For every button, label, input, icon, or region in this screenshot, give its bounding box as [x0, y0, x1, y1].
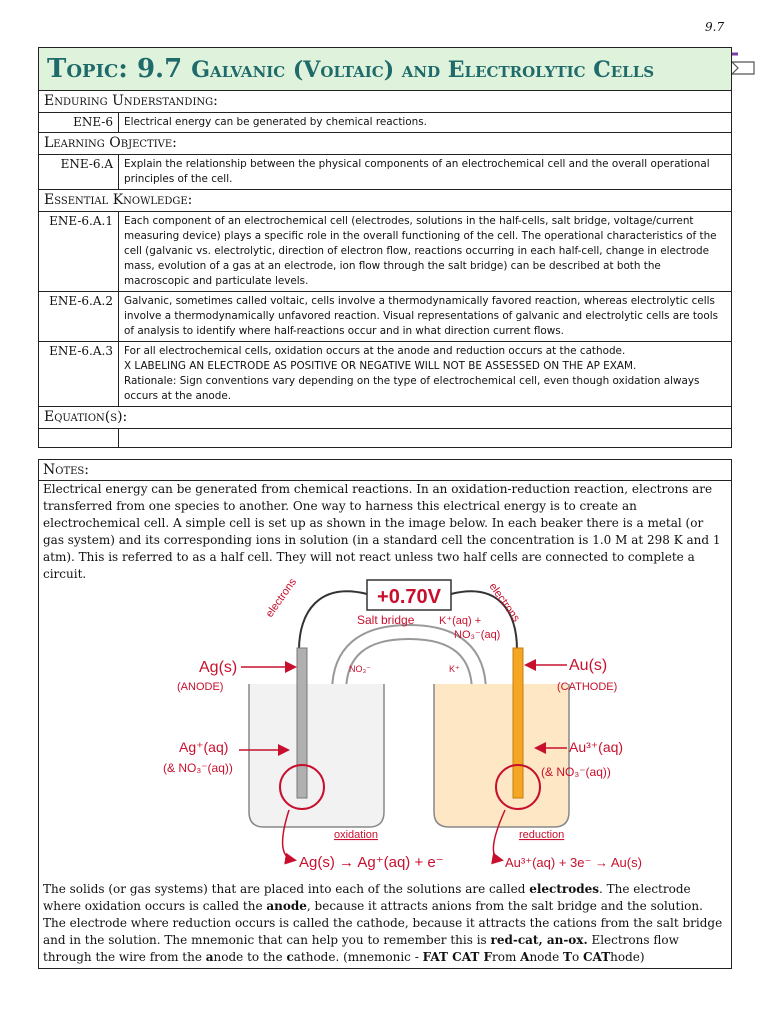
- emph-letter: FAT CAT F: [422, 950, 492, 964]
- emph-letter: c: [286, 950, 294, 964]
- emph-letter: A: [520, 950, 530, 964]
- equations-heading: Equation(s):: [39, 407, 731, 429]
- learning-objective-heading: Learning Objective:: [39, 133, 731, 155]
- cathode-counterion-label: (& NO₃⁻(aq)): [541, 765, 611, 779]
- text-span: . The electrode where oxidation occurs is called the: [43, 882, 691, 913]
- ek-exclusion: X LABELING AN ELECTRODE AS POSITIVE OR NEGATIVE WILL NOT BE ASSESSED ON THE AP EXAM.: [124, 360, 637, 372]
- text-span: athode. (mnemonic -: [293, 950, 423, 964]
- enduring-understanding-heading: Enduring Understanding:: [39, 91, 731, 113]
- objectives-table: [38, 47, 732, 448]
- text-span: The solids (or gas systems) that are placed into each of the solutions are called: [43, 882, 530, 896]
- emph-letter: T: [563, 950, 572, 964]
- electrons-left-label: electrons: [263, 576, 300, 620]
- anode-ion-label: Ag⁺(aq): [179, 739, 229, 755]
- text-span: rom: [491, 950, 521, 964]
- ek-code: ENE-6.A.1: [39, 212, 119, 291]
- page-title: Topic: 9.7 Galvanic (Voltaic) and Electrolytic Cells: [39, 48, 731, 91]
- text-span: hode): [610, 950, 645, 964]
- anode-metal-label: Ag(s): [199, 659, 238, 676]
- ek-row: [39, 342, 731, 407]
- salt-bridge-label: Salt bridge: [357, 613, 415, 627]
- bookmark-icon: [728, 52, 756, 78]
- galvanic-cell-diagram: [149, 572, 649, 882]
- text-span: , because it attracts anions from the salt bridge and the solution. The electrode where reduction occurs is called the cathode, because it attracts the cations from the salt bridge and in the solution. The mnemonic that can help you to remember this is: [43, 899, 723, 947]
- equation-cell: [119, 429, 731, 447]
- oxidation-equation: Ag(s) → Ag⁺(aq) + e⁻: [299, 854, 444, 871]
- salt-ions-k: K⁺(aq) +: [439, 615, 482, 627]
- text-span: Electrons flow through the wire from the: [43, 933, 679, 964]
- reduction-label: reduction: [519, 829, 565, 841]
- essential-knowledge-heading: Essential Knowledge:: [39, 190, 731, 212]
- eu-text: Electrical energy can be generated by chemical reactions.: [124, 116, 427, 128]
- gold-electrode: [513, 648, 523, 798]
- ek-rationale: Rationale: Sign conventions vary depending on the type of electrochemical cell, even though oxidation always occurs at the anode.: [124, 375, 700, 402]
- ek-text: [119, 342, 731, 406]
- term-mnemonic: red-cat, an-ox.: [490, 933, 588, 947]
- equations-row: [39, 429, 731, 447]
- ek-statement: For all electrochemical cells, oxidation occurs at the anode and reduction occurs at the cathode.: [124, 345, 626, 357]
- term-anode: anode: [266, 899, 307, 913]
- emph-letter: CAT: [583, 950, 611, 964]
- ek-row: [39, 292, 731, 342]
- ek-code: ENE-6.A.2: [39, 292, 119, 341]
- left-beaker: [249, 684, 384, 827]
- equation-code-cell: [39, 429, 119, 447]
- enduring-understanding-row: [39, 113, 731, 133]
- bridge-left-ion: NO₃⁻: [349, 664, 371, 674]
- right-beaker: [434, 684, 569, 827]
- silver-electrode: [297, 648, 307, 798]
- anode-role-label: (ANODE): [177, 681, 224, 693]
- ek-row: [39, 212, 731, 292]
- bridge-right-ion: K⁺: [449, 664, 460, 674]
- lo-code: ENE-6.A: [39, 155, 119, 189]
- notes-box: [38, 459, 732, 969]
- cathode-ion-label: Au³⁺(aq): [569, 739, 624, 755]
- term-electrodes: electrodes: [529, 882, 600, 896]
- lo-text: Explain the relationship between the physical components of an electrochemical cell and the overall operational principles of the cell.: [124, 158, 710, 185]
- ek-text: Each component of an electrochemical cell (electrodes, solutions in the half-cells, salt bridge, voltage/current measuring device) plays a specific role in the overall functioning of the cell. The operational characteristics of the cell (galvanic vs. electrolytic, direction of electron flow, reactions occurring in each half-cell, change in electrode mass, evolution of a gas at an electrode, ion flow through the salt bridge) can be described at both the macroscopic and particulate levels.: [124, 215, 717, 287]
- voltage-reading: +0.70V: [377, 586, 441, 608]
- notes-heading: Notes:: [39, 460, 731, 481]
- ek-text: Galvanic, sometimes called voltaic, cells involve a thermodynamically favored reaction, whereas electrolytic cells involve a thermodynamically unfavored reaction. Visual representations of galvanic and electrolytic cells are tools of analysis to identify where half-reactions occur and in what direction current flows.: [124, 295, 719, 337]
- ek-code: ENE-6.A.3: [39, 342, 119, 406]
- notes-electrodes-paragraph: [39, 881, 731, 966]
- oxidation-label: oxidation: [334, 829, 379, 841]
- learning-objective-row: [39, 155, 731, 190]
- cathode-role-label: (CATHODE): [557, 681, 618, 693]
- eu-code: ENE-6: [39, 113, 119, 132]
- text-span: o: [571, 950, 583, 964]
- salt-ions-no3: NO₃⁻(aq): [454, 629, 501, 641]
- emph-letter: a: [205, 950, 214, 964]
- text-span: node to the: [213, 950, 287, 964]
- cathode-metal-label: Au(s): [569, 657, 608, 674]
- notes-intro: Electrical energy can be generated from chemical reactions. In an oxidation-reduction reaction, electrons are transferred from one species to another. One way to harness this electrical energy is to create an electrochemical cell. A simple cell is set up as shown in the image below. In each beaker there is a metal (or gas system) and its corresponding ions in solution (in a standard cell the concentration is 1.0 M at 298 K and 1 atm). This is referred to as a half cell. They will not react unless two half cells are connected to complete a circuit.: [43, 482, 721, 581]
- page-number: 9.7: [705, 20, 725, 34]
- anode-counterion-label: (& NO₃⁻(aq)): [163, 761, 233, 775]
- electrons-right-label: electrons: [486, 580, 522, 625]
- text-span: node: [529, 950, 564, 964]
- reduction-equation: Au³⁺(aq) + 3e⁻ → Au(s): [505, 855, 642, 870]
